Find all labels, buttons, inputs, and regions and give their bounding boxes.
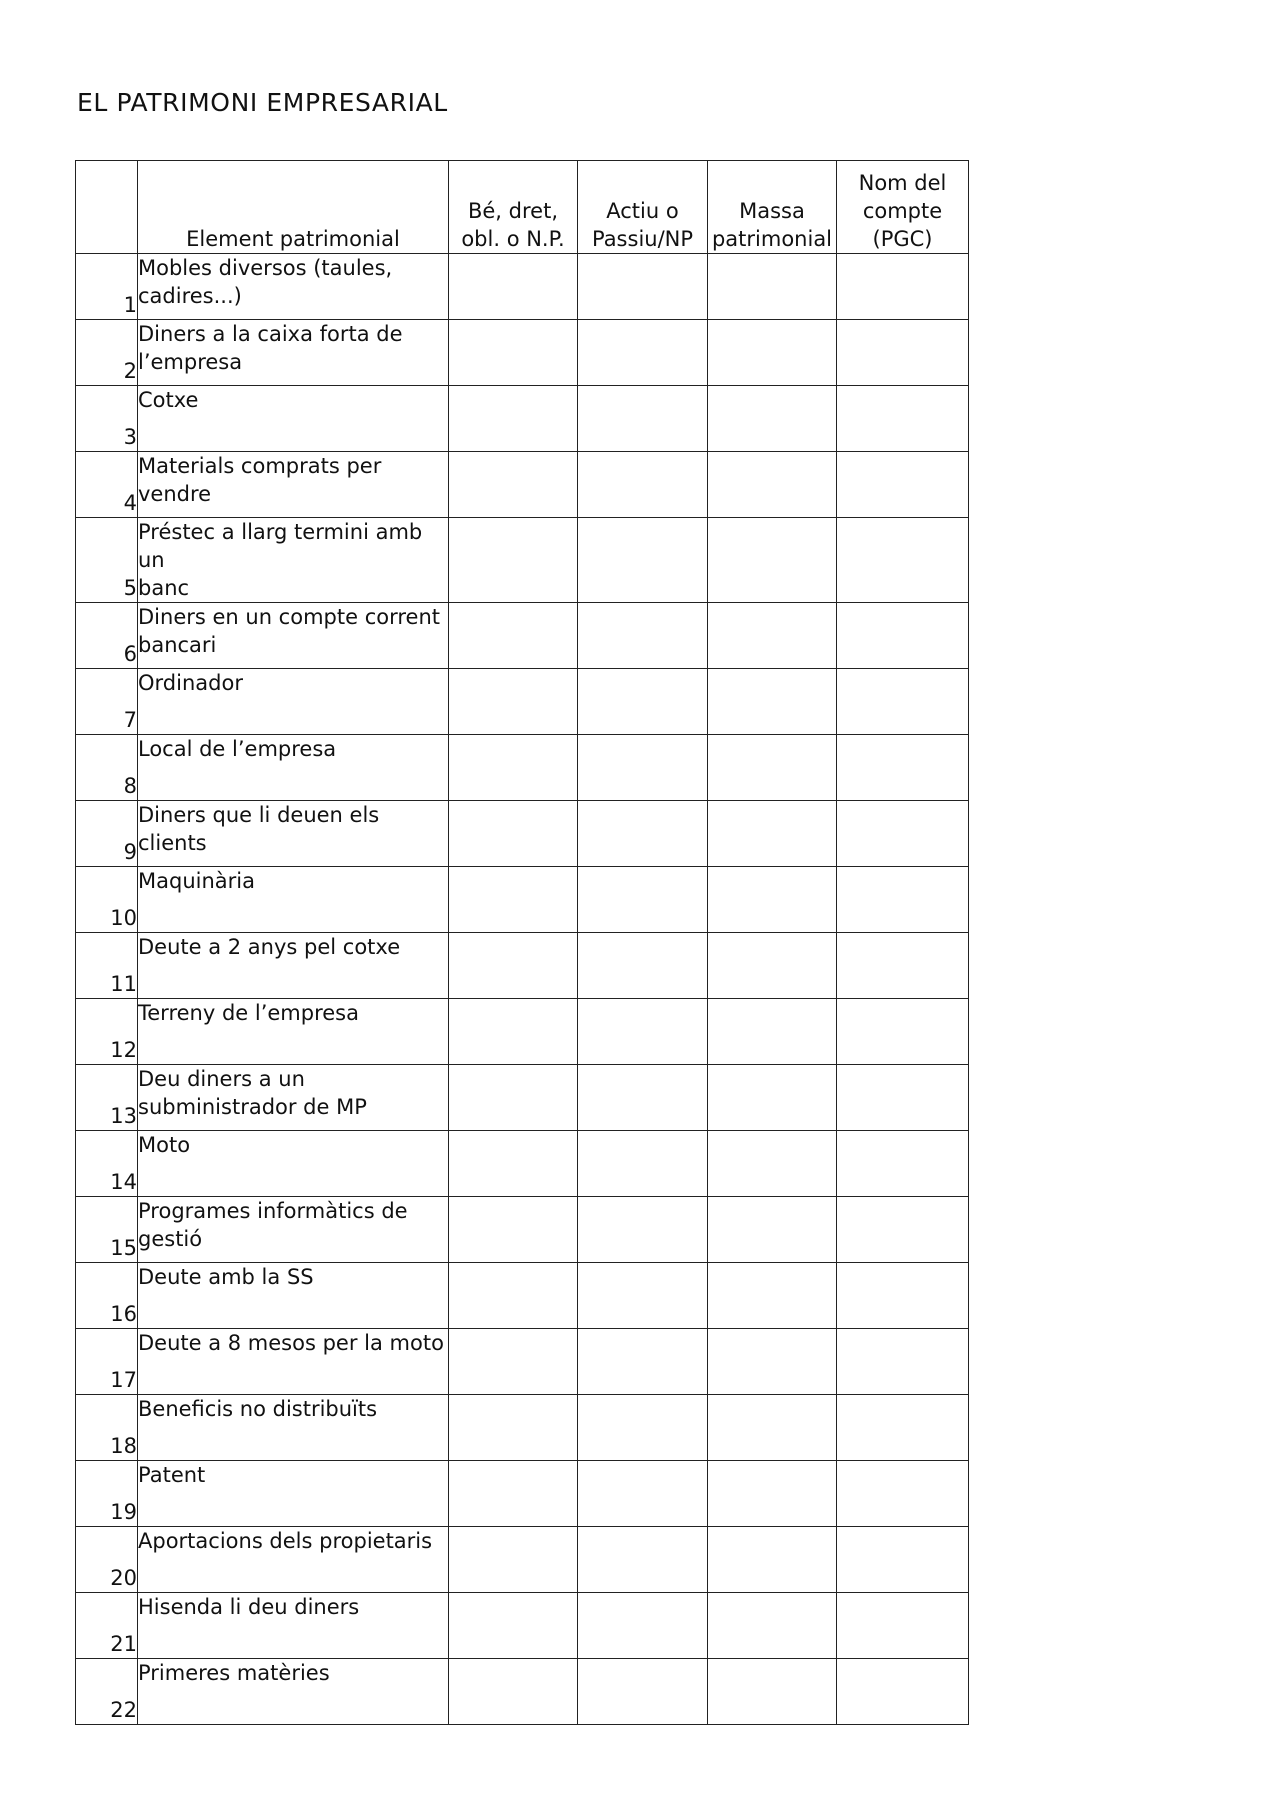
answer-actiu-passiu-cell[interactable] xyxy=(578,254,708,320)
answer-nom-compte-cell[interactable] xyxy=(837,669,969,735)
element-text-line: Préstec a llarg termini amb un xyxy=(138,520,423,572)
answer-actiu-passiu-cell[interactable] xyxy=(578,320,708,386)
answer-nom-compte-cell[interactable] xyxy=(837,518,969,603)
answer-actiu-passiu-cell[interactable] xyxy=(578,386,708,452)
answer-be-dret-cell[interactable] xyxy=(449,867,578,933)
element-cell xyxy=(138,518,449,603)
element-text-line: Aportacions dels propietaris xyxy=(138,1529,433,1553)
answer-be-dret-cell[interactable] xyxy=(449,1065,578,1131)
element-text-line: Beneficis no distribuïts xyxy=(138,1397,378,1421)
answer-massa-cell[interactable] xyxy=(708,1197,837,1263)
answer-massa-cell[interactable] xyxy=(708,1461,837,1527)
element-cell xyxy=(138,1395,449,1461)
answer-be-dret-cell[interactable] xyxy=(449,1197,578,1263)
element-cell xyxy=(138,1329,449,1395)
answer-actiu-passiu-cell[interactable] xyxy=(578,1593,708,1659)
element-cell xyxy=(138,933,449,999)
element-text-line: Primeres matèries xyxy=(138,1661,330,1685)
element-text-line: cadires...) xyxy=(138,284,242,308)
header-element xyxy=(138,161,449,254)
answer-massa-cell[interactable] xyxy=(708,1395,837,1461)
header-nom-compte-line: (PGC) xyxy=(872,227,933,251)
answer-be-dret-cell[interactable] xyxy=(449,320,578,386)
answer-actiu-passiu-cell[interactable] xyxy=(578,1131,708,1197)
table-row xyxy=(76,867,969,933)
row-number: 2 xyxy=(76,320,138,386)
answer-be-dret-cell[interactable] xyxy=(449,518,578,603)
answer-actiu-passiu-cell[interactable] xyxy=(578,801,708,867)
answer-actiu-passiu-cell[interactable] xyxy=(578,669,708,735)
answer-nom-compte-cell[interactable] xyxy=(837,867,969,933)
table-row xyxy=(76,933,969,999)
element-cell xyxy=(138,254,449,320)
header-number xyxy=(76,161,138,254)
answer-actiu-passiu-cell[interactable] xyxy=(578,1197,708,1263)
element-text-line: Materials comprats per xyxy=(138,454,382,478)
header-nom-compte-line: Nom del xyxy=(858,171,947,195)
element-text-line: Deu diners a un xyxy=(138,1067,305,1091)
answer-actiu-passiu-cell[interactable] xyxy=(578,999,708,1065)
element-cell xyxy=(138,1197,449,1263)
table-row xyxy=(76,669,969,735)
table-row xyxy=(76,801,969,867)
answer-massa-cell[interactable] xyxy=(708,933,837,999)
row-number: 3 xyxy=(76,386,138,452)
header-actiu-passiu xyxy=(578,161,708,254)
row-number: 19 xyxy=(76,1461,138,1527)
element-cell xyxy=(138,1593,449,1659)
row-number: 1 xyxy=(76,254,138,320)
element-cell xyxy=(138,386,449,452)
answer-actiu-passiu-cell[interactable] xyxy=(578,1329,708,1395)
table-row xyxy=(76,603,969,669)
header-nom-compte xyxy=(837,161,969,254)
header-massa-patrimonial xyxy=(708,161,837,254)
answer-massa-cell[interactable] xyxy=(708,1263,837,1329)
header-massa-line: Massa xyxy=(739,199,805,223)
header-massa-line: patrimonial xyxy=(711,227,833,251)
element-cell xyxy=(138,1065,449,1131)
answer-nom-compte-cell[interactable] xyxy=(837,735,969,801)
answer-actiu-passiu-cell[interactable] xyxy=(578,1461,708,1527)
header-element-line: Element patrimonial xyxy=(186,227,400,251)
row-number: 17 xyxy=(76,1329,138,1395)
table-row xyxy=(76,1065,969,1131)
row-number: 11 xyxy=(76,933,138,999)
answer-be-dret-cell[interactable] xyxy=(449,1131,578,1197)
element-text-line: bancari xyxy=(138,633,217,657)
answer-nom-compte-cell[interactable] xyxy=(837,320,969,386)
table-row xyxy=(76,1395,969,1461)
answer-massa-cell[interactable] xyxy=(708,801,837,867)
header-actiu-passiu-line: Passiu/NP xyxy=(591,227,694,251)
answer-actiu-passiu-cell[interactable] xyxy=(578,735,708,801)
row-number: 7 xyxy=(76,669,138,735)
element-text-line: Deute a 8 mesos per la moto xyxy=(138,1331,444,1355)
answer-massa-cell[interactable] xyxy=(708,867,837,933)
answer-actiu-passiu-cell[interactable] xyxy=(578,603,708,669)
row-number: 16 xyxy=(76,1263,138,1329)
answer-nom-compte-cell[interactable] xyxy=(837,386,969,452)
row-number: 4 xyxy=(76,452,138,518)
table-row xyxy=(76,1593,969,1659)
answer-massa-cell[interactable] xyxy=(708,320,837,386)
row-number: 8 xyxy=(76,735,138,801)
answer-actiu-passiu-cell[interactable] xyxy=(578,933,708,999)
answer-be-dret-cell[interactable] xyxy=(449,933,578,999)
element-text-line: Diners en un compte corrent xyxy=(138,605,440,629)
answer-actiu-passiu-cell[interactable] xyxy=(578,1263,708,1329)
table-row xyxy=(76,1263,969,1329)
answer-be-dret-cell[interactable] xyxy=(449,603,578,669)
table-body xyxy=(76,254,969,1725)
answer-massa-cell[interactable] xyxy=(708,1065,837,1131)
patrimoni-table xyxy=(75,160,969,1725)
answer-be-dret-cell[interactable] xyxy=(449,1329,578,1395)
answer-massa-cell[interactable] xyxy=(708,386,837,452)
answer-be-dret-cell[interactable] xyxy=(449,254,578,320)
page-title: EL PATRIMONI EMPRESARIAL xyxy=(77,88,448,117)
table-row xyxy=(76,1197,969,1263)
answer-be-dret-cell[interactable] xyxy=(449,1395,578,1461)
answer-nom-compte-cell[interactable] xyxy=(837,1197,969,1263)
element-text-line: Patent xyxy=(138,1463,206,1487)
element-text-line: subministrador de MP xyxy=(138,1095,367,1119)
element-text-line: Mobles diversos (taules, xyxy=(138,256,393,280)
table-row xyxy=(76,386,969,452)
table-header-row xyxy=(76,161,969,254)
element-cell xyxy=(138,1461,449,1527)
table-row xyxy=(76,1527,969,1593)
answer-massa-cell[interactable] xyxy=(708,1527,837,1593)
answer-actiu-passiu-cell[interactable] xyxy=(578,1527,708,1593)
element-text-line: vendre xyxy=(138,482,212,506)
table-row xyxy=(76,999,969,1065)
answer-be-dret-cell[interactable] xyxy=(449,801,578,867)
element-cell xyxy=(138,669,449,735)
row-number: 9 xyxy=(76,801,138,867)
header-be-dret-line: obl. o N.P. xyxy=(461,227,565,251)
element-cell xyxy=(138,1263,449,1329)
row-number: 5 xyxy=(76,518,138,603)
row-number: 14 xyxy=(76,1131,138,1197)
answer-nom-compte-cell[interactable] xyxy=(837,801,969,867)
element-cell xyxy=(138,1527,449,1593)
element-text-line: Diners a la caixa forta de xyxy=(138,322,403,346)
answer-be-dret-cell[interactable] xyxy=(449,735,578,801)
answer-actiu-passiu-cell[interactable] xyxy=(578,1395,708,1461)
answer-nom-compte-cell[interactable] xyxy=(837,1329,969,1395)
answer-be-dret-cell[interactable] xyxy=(449,669,578,735)
element-cell xyxy=(138,999,449,1065)
answer-nom-compte-cell[interactable] xyxy=(837,933,969,999)
answer-nom-compte-cell[interactable] xyxy=(837,1461,969,1527)
table-row xyxy=(76,735,969,801)
element-text-line: Deute amb la SS xyxy=(138,1265,314,1289)
element-text-line: l’empresa xyxy=(138,350,243,374)
answer-actiu-passiu-cell[interactable] xyxy=(578,452,708,518)
row-number: 13 xyxy=(76,1065,138,1131)
answer-nom-compte-cell[interactable] xyxy=(837,1659,969,1725)
answer-massa-cell[interactable] xyxy=(708,603,837,669)
answer-massa-cell[interactable] xyxy=(708,1329,837,1395)
answer-be-dret-cell[interactable] xyxy=(449,452,578,518)
element-text-line: Local de l’empresa xyxy=(138,737,337,761)
answer-massa-cell[interactable] xyxy=(708,1593,837,1659)
answer-be-dret-cell[interactable] xyxy=(449,1461,578,1527)
table-row xyxy=(76,254,969,320)
element-text-line: banc xyxy=(138,576,190,600)
answer-nom-compte-cell[interactable] xyxy=(837,1065,969,1131)
answer-massa-cell[interactable] xyxy=(708,1659,837,1725)
element-cell xyxy=(138,801,449,867)
answer-actiu-passiu-cell[interactable] xyxy=(578,518,708,603)
element-cell xyxy=(138,452,449,518)
answer-massa-cell[interactable] xyxy=(708,254,837,320)
answer-be-dret-cell[interactable] xyxy=(449,999,578,1065)
answer-actiu-passiu-cell[interactable] xyxy=(578,1659,708,1725)
answer-nom-compte-cell[interactable] xyxy=(837,1263,969,1329)
row-number: 22 xyxy=(76,1659,138,1725)
answer-nom-compte-cell[interactable] xyxy=(837,1395,969,1461)
answer-be-dret-cell[interactable] xyxy=(449,1593,578,1659)
row-number: 15 xyxy=(76,1197,138,1263)
element-text-line: Programes informàtics de xyxy=(138,1199,408,1223)
element-cell xyxy=(138,1659,449,1725)
row-number: 10 xyxy=(76,867,138,933)
element-cell xyxy=(138,603,449,669)
element-text-line: Hisenda li deu diners xyxy=(138,1595,360,1619)
table-row xyxy=(76,320,969,386)
answer-nom-compte-cell[interactable] xyxy=(837,603,969,669)
row-number: 20 xyxy=(76,1527,138,1593)
answer-massa-cell[interactable] xyxy=(708,518,837,603)
table-row xyxy=(76,518,969,603)
element-text-line: gestió xyxy=(138,1227,203,1251)
table-row xyxy=(76,1131,969,1197)
table-row xyxy=(76,452,969,518)
header-be-dret-line: Bé, dret, xyxy=(467,199,558,223)
element-cell xyxy=(138,735,449,801)
table-row xyxy=(76,1329,969,1395)
answer-nom-compte-cell[interactable] xyxy=(837,999,969,1065)
row-number: 6 xyxy=(76,603,138,669)
element-text-line: Terreny de l’empresa xyxy=(138,1001,359,1025)
answer-be-dret-cell[interactable] xyxy=(449,1527,578,1593)
answer-nom-compte-cell[interactable] xyxy=(837,1131,969,1197)
header-nom-compte-line: compte xyxy=(862,199,943,223)
element-text-line: Cotxe xyxy=(138,388,199,412)
answer-massa-cell[interactable] xyxy=(708,669,837,735)
row-number: 12 xyxy=(76,999,138,1065)
header-actiu-passiu-line: Actiu o xyxy=(606,199,679,223)
element-cell xyxy=(138,320,449,386)
answer-massa-cell[interactable] xyxy=(708,735,837,801)
element-text-line: Maquinària xyxy=(138,869,255,893)
answer-be-dret-cell[interactable] xyxy=(449,386,578,452)
element-text-line: Deute a 2 anys pel cotxe xyxy=(138,935,401,959)
element-text-line: Ordinador xyxy=(138,671,243,695)
answer-be-dret-cell[interactable] xyxy=(449,1659,578,1725)
answer-nom-compte-cell[interactable] xyxy=(837,452,969,518)
answer-massa-cell[interactable] xyxy=(708,999,837,1065)
table-row xyxy=(76,1659,969,1725)
answer-nom-compte-cell[interactable] xyxy=(837,1527,969,1593)
element-cell xyxy=(138,867,449,933)
header-be-dret xyxy=(449,161,578,254)
answer-actiu-passiu-cell[interactable] xyxy=(578,1065,708,1131)
answer-be-dret-cell[interactable] xyxy=(449,1263,578,1329)
answer-massa-cell[interactable] xyxy=(708,1131,837,1197)
row-number: 18 xyxy=(76,1395,138,1461)
element-cell xyxy=(138,1131,449,1197)
answer-nom-compte-cell[interactable] xyxy=(837,254,969,320)
answer-massa-cell[interactable] xyxy=(708,452,837,518)
answer-actiu-passiu-cell[interactable] xyxy=(578,867,708,933)
element-text-line: Diners que li deuen els clients xyxy=(138,803,380,855)
row-number: 21 xyxy=(76,1593,138,1659)
answer-nom-compte-cell[interactable] xyxy=(837,1593,969,1659)
table-row xyxy=(76,1461,969,1527)
element-text-line: Moto xyxy=(138,1133,191,1157)
